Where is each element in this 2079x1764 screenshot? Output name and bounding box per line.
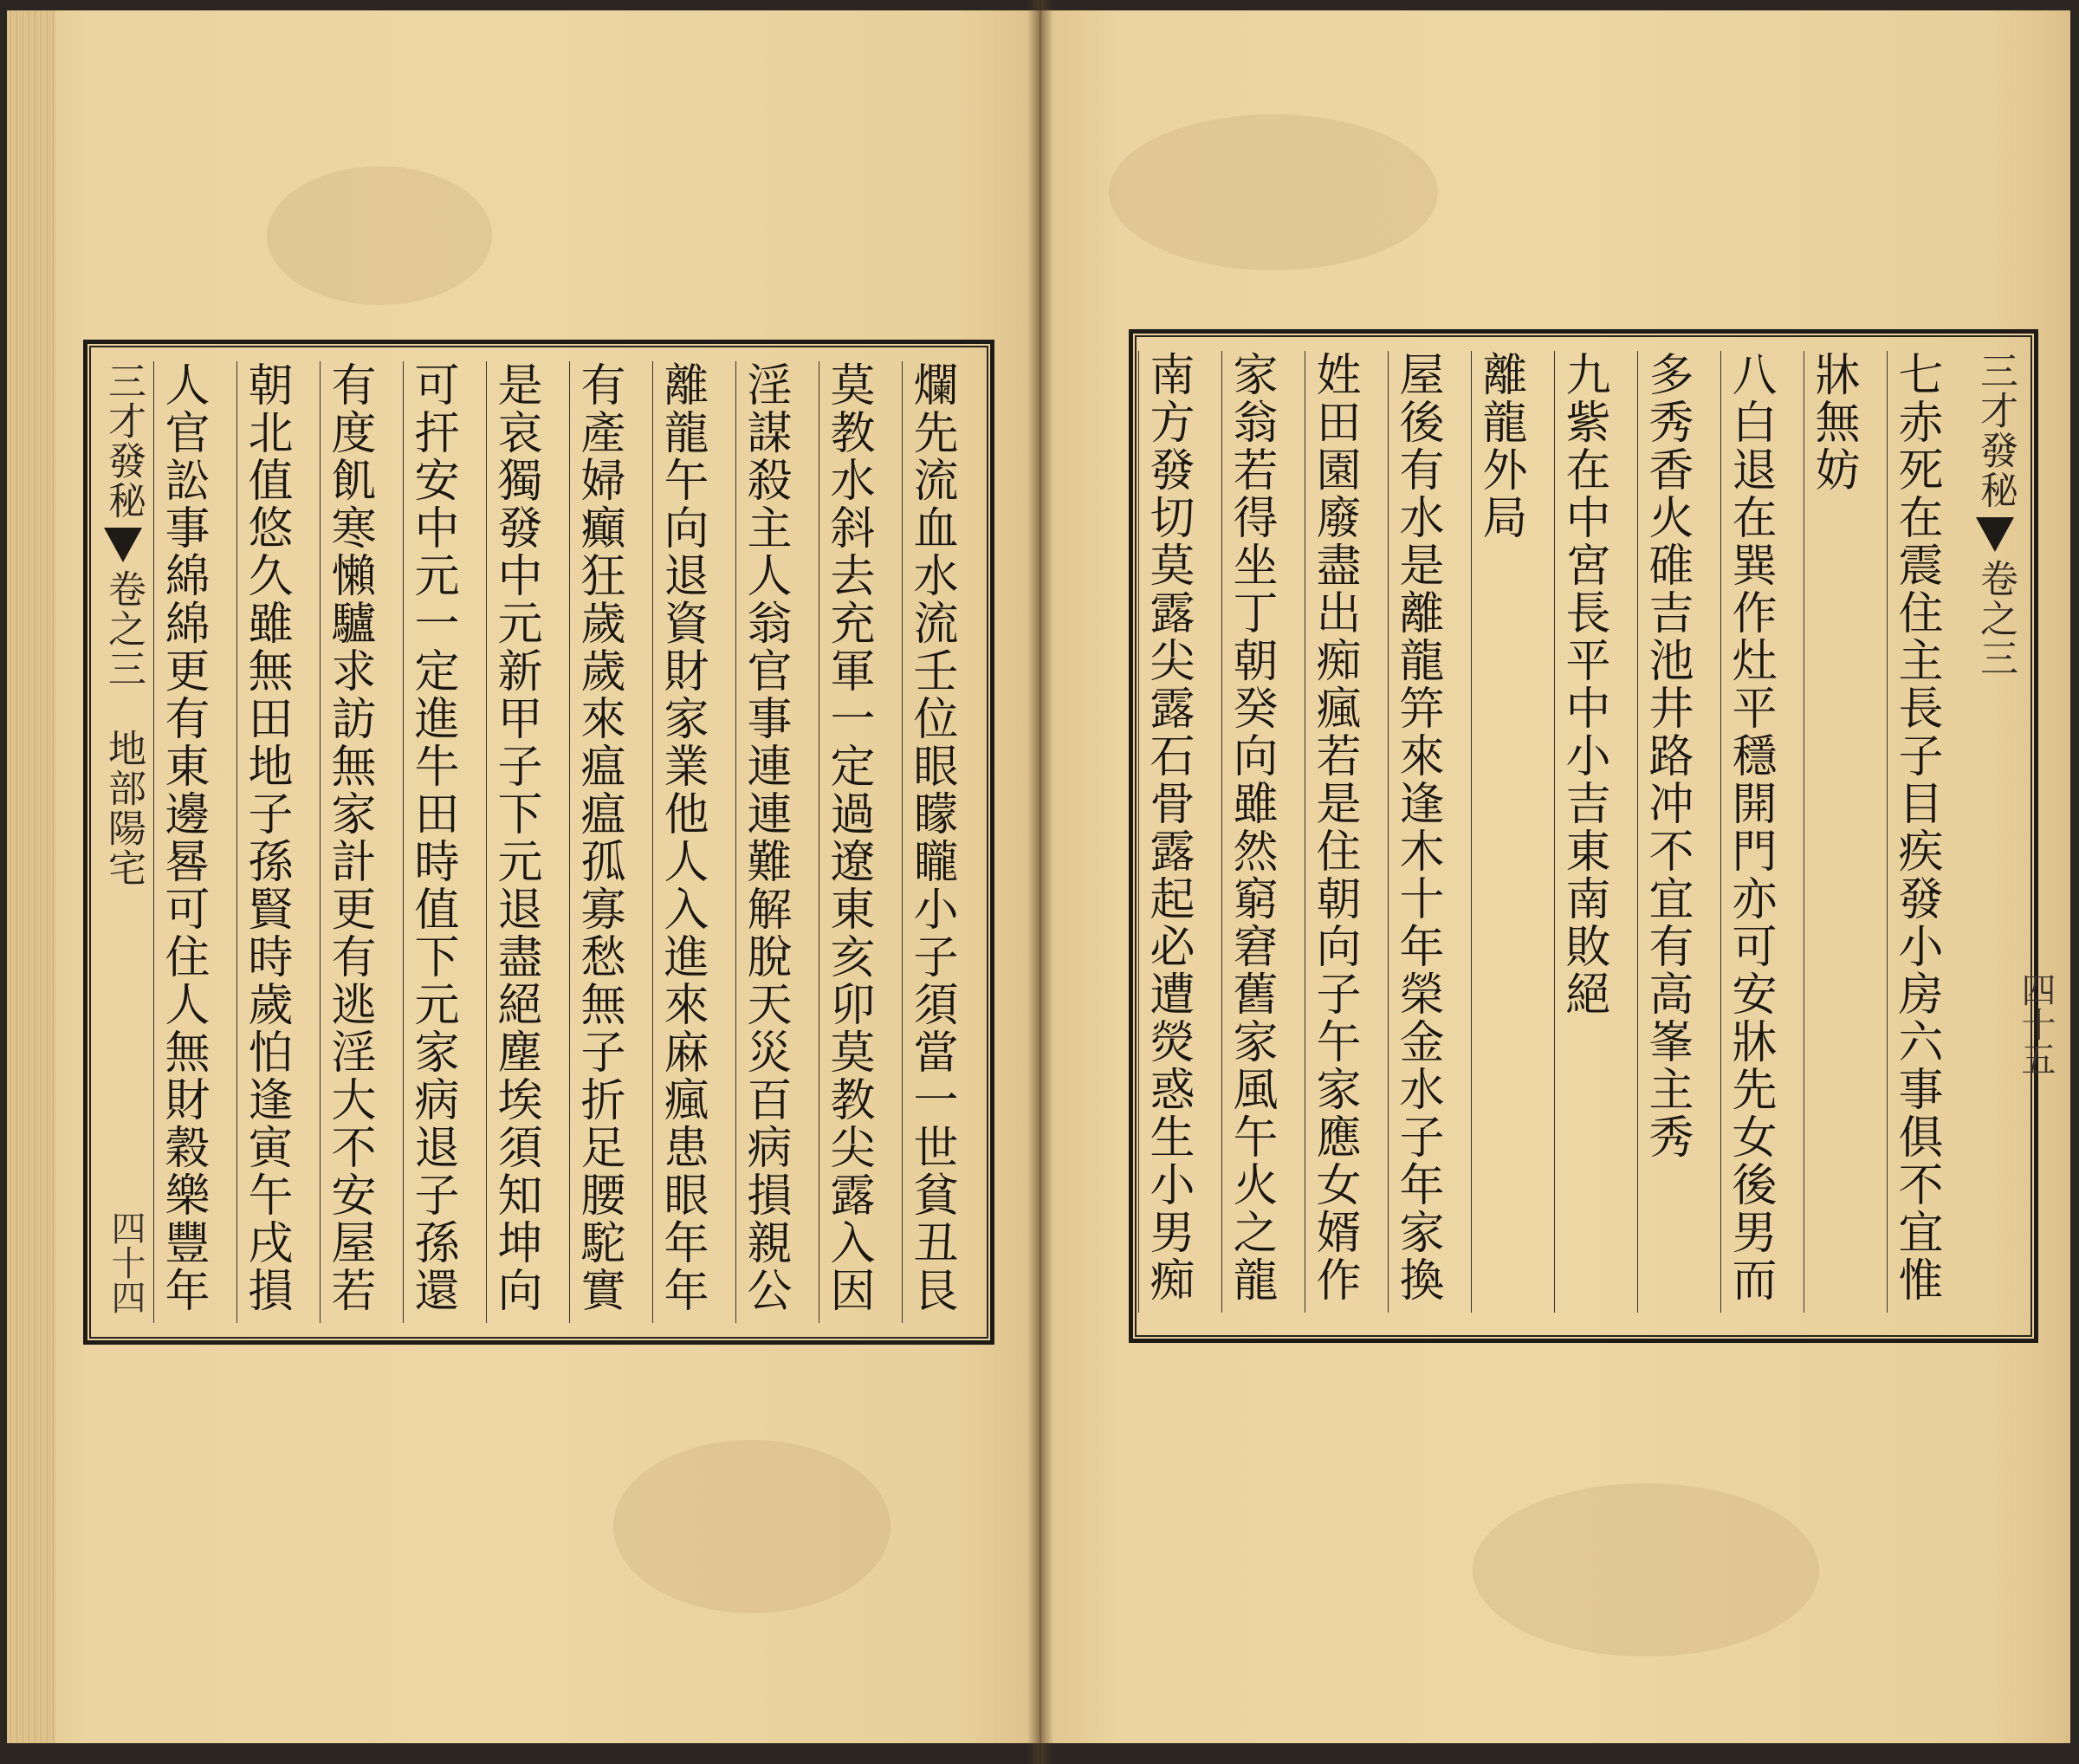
text-column: 八白退在巽作灶平穩開門亦可安牀先女後男而 (1720, 351, 1778, 1313)
left-page (7, 10, 1040, 1743)
text-column: 家翁若得坐丁朝癸向雖然窮窘舊家風午火之龍 (1221, 351, 1279, 1313)
text-column: 莫教水斜去充軍一定過遼東亥卯莫教尖露入因 (819, 361, 877, 1323)
paper-stain (1473, 1483, 1819, 1657)
paper-stain (1109, 114, 1438, 270)
fish-tail-icon (1976, 517, 2014, 552)
text-column: 牀無妨 (1804, 351, 1862, 1313)
fish-tail-icon (104, 528, 142, 562)
text-column: 爛先流血水流壬位眼矇矓小子須當一世貧丑艮 (902, 361, 960, 1323)
text-column: 朝北值悠久雖無田地子孫賢時歲怕逢寅午戌損 (236, 361, 295, 1323)
page-edges (7, 10, 55, 1743)
text-column: 屋後有水是離龍笄來逢木十年榮金水子年家換 (1388, 351, 1446, 1313)
text-column: 可扞安中元一定進牛田時值下元家病退子孫還 (403, 361, 461, 1323)
text-column: 人官訟事綿綿更有東邊晷可住人無財穀樂豐年 (153, 361, 211, 1323)
text-column: 有度飢寒懶驢求訪無家計更有逃淫大不安屋若 (320, 361, 378, 1323)
volume-label: 卷之三 (1973, 559, 2017, 678)
book-gutter (1027, 0, 1053, 1764)
paper-stain (613, 1440, 891, 1613)
section-label: 地部陽宅 (101, 729, 146, 888)
left-text-frame (83, 340, 994, 1345)
text-column: 多秀香火碓吉池井路冲不宜有高峯主秀 (1637, 351, 1695, 1313)
right-page-number: 四十五 (2016, 972, 2056, 1076)
book-title: 三才發秘 (1973, 351, 2017, 510)
right-text-frame (1129, 329, 2038, 1343)
text-column: 南方發切莫露尖露石骨露起必遭熒惑生小男痴 (1138, 351, 1196, 1313)
left-margin-column (94, 361, 152, 1323)
text-column: 七赤死在震住主長子目疾發小房六事俱不宜惟 (1887, 351, 1945, 1313)
text-column: 姓田園廢盡出痴瘋若是住朝向子午家應女婿作 (1305, 351, 1363, 1313)
left-page-number: 四十四 (106, 1210, 146, 1314)
paper-stain (267, 166, 492, 305)
text-column: 有產婦癲狂歲歲來瘟瘟孤寡愁無子折足腰駝實 (569, 361, 627, 1323)
text-column: 離龍午向退資財家業他人入進來麻瘋患眼年年 (652, 361, 710, 1323)
book-title: 三才發秘 (101, 361, 146, 521)
text-column: 淫謀殺主人翁官事連連難解脫天災百病損親公 (735, 361, 793, 1323)
right-page (1040, 10, 2070, 1743)
text-column: 九紫在中宮長平中小吉東南敗絕 (1554, 351, 1612, 1313)
volume-label: 卷之三 (101, 569, 146, 689)
text-column: 是哀獨發中元新甲子下元退盡絕塵埃須知坤向 (486, 361, 544, 1323)
section-heading: 離龍外局 (1471, 351, 1529, 1313)
right-margin-column (1966, 351, 2024, 1313)
